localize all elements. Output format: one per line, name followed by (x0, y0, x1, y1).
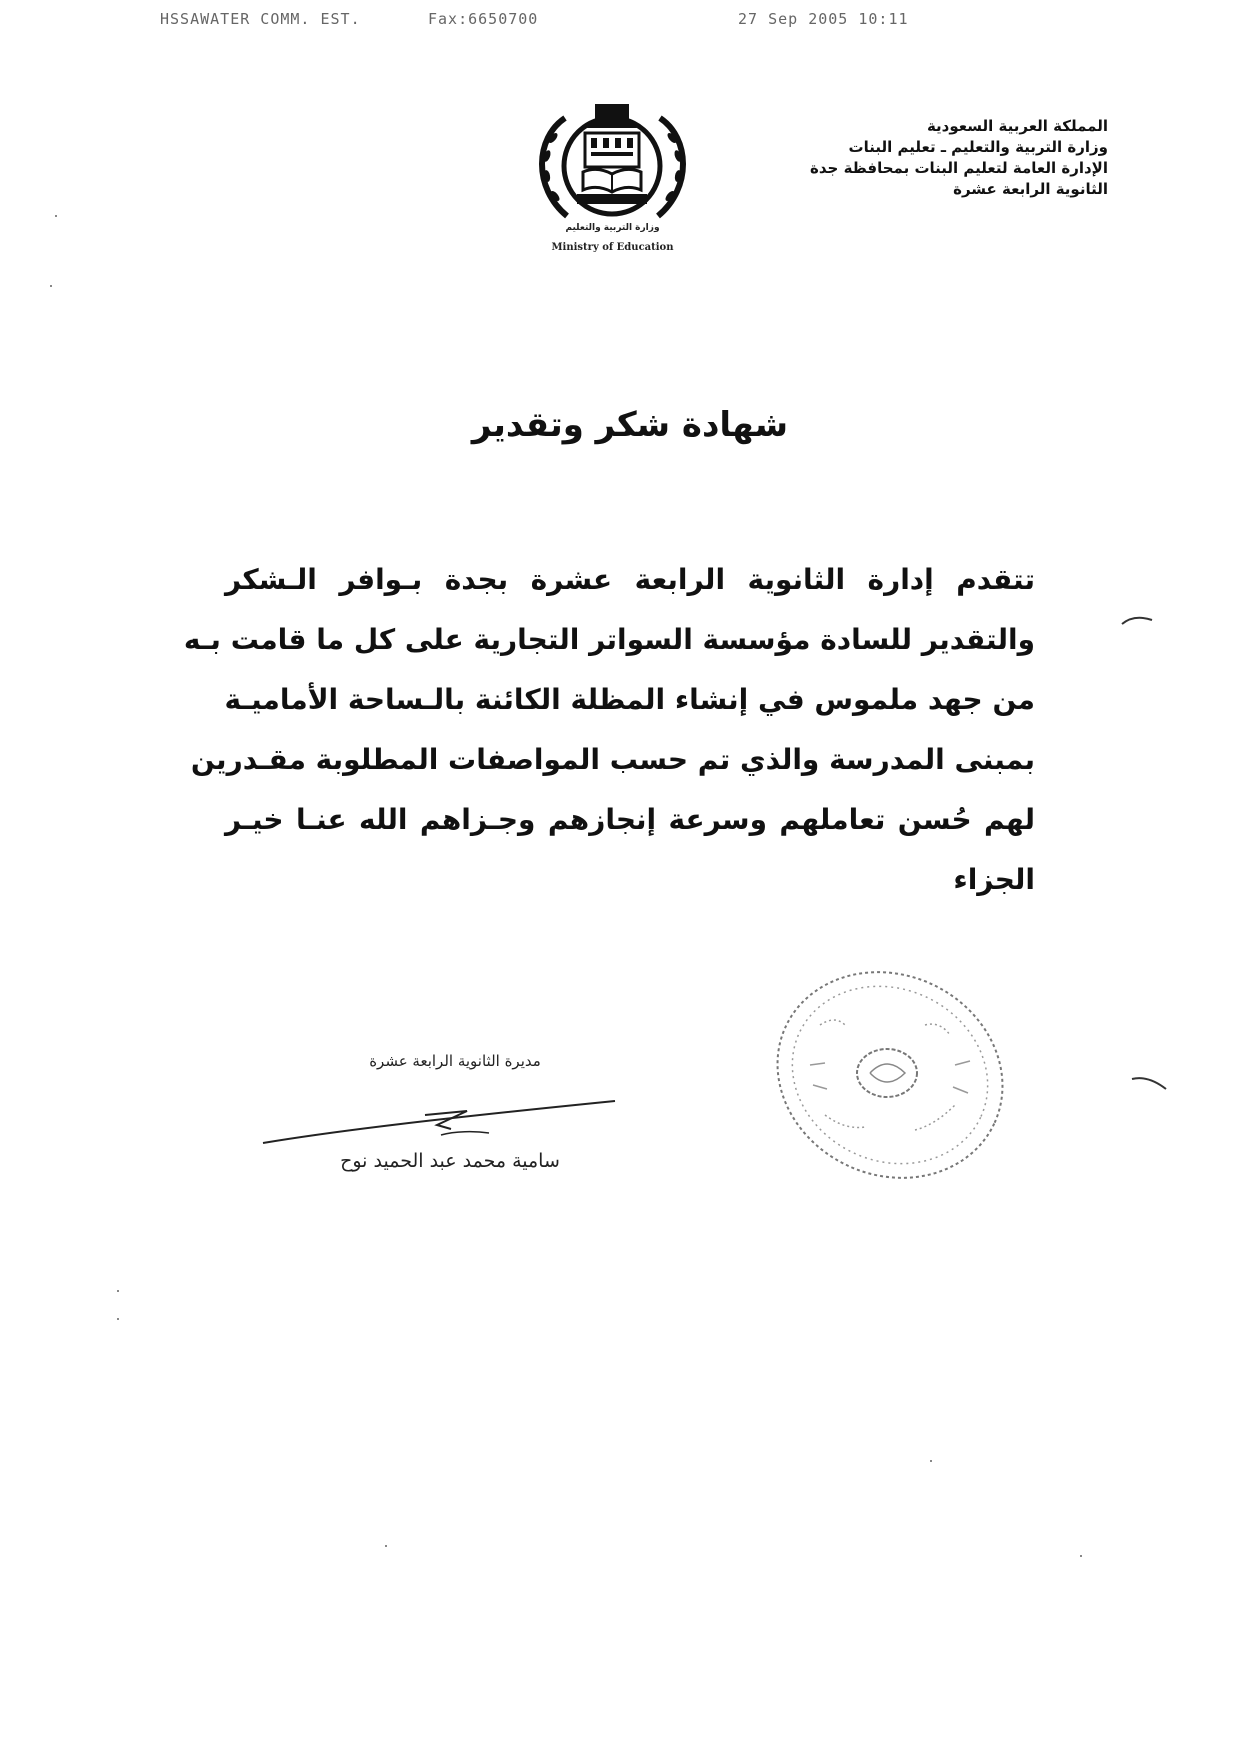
fax-margin-mark (1120, 612, 1160, 632)
fax-number: Fax:6650700 (428, 10, 539, 28)
signatory-title: مديرة الثانوية الرابعة عشرة (369, 1052, 541, 1070)
fax-margin-mark (1130, 1073, 1170, 1095)
body-line: لهم حُسن تعاملهم وسرعة إنجازهم وجـزاهم الله عنـا خيـر (225, 803, 1035, 836)
fax-speck (55, 215, 57, 217)
fax-speck (930, 1460, 932, 1462)
handwritten-signature (255, 1095, 635, 1155)
signature-block (255, 1040, 635, 1200)
ministry-emblem-icon (525, 98, 700, 223)
fax-speck (1080, 1555, 1082, 1557)
fax-sender: HSSAWATER COMM. EST. (160, 10, 361, 28)
certificate-title: شهادة شكر وتقدير (471, 405, 789, 445)
letterhead-line: المملكة العربية السعودية (926, 117, 1108, 135)
fax-speck (385, 1545, 387, 1547)
letterhead-line: الإدارة العامة لتعليم البنات بمحافظة جدة (810, 159, 1108, 177)
logo-english-caption: Ministry of Education (551, 242, 674, 253)
letterhead-line: وزارة التربية والتعليم ـ تعليم البنات (848, 138, 1108, 156)
signatory-name: سامية محمد عبد الحميد نوح (340, 1150, 560, 1172)
body-line: والتقدير للسادة مؤسسة السواتر التجارية على كل ما قامت بـه (183, 623, 1035, 656)
fax-speck (117, 1290, 119, 1292)
body-line: الجزاء (953, 863, 1035, 896)
ministry-logo (525, 98, 700, 268)
fax-header (0, 10, 1241, 32)
body-line: من جهد ملموس في إنشاء المظلة الكائنة بالـساحة الأماميـة (224, 683, 1035, 716)
fax-speck (50, 285, 52, 287)
logo-arabic-caption: وزارة التربية والتعليم (565, 223, 660, 233)
letterhead (778, 116, 1108, 200)
official-stamp (765, 955, 1015, 1195)
body-line: بمبنى المدرسة والذي تم حسب المواصفات المطلوبة مقـدرين (190, 743, 1035, 776)
letterhead-line: الثانوية الرابعة عشرة (953, 180, 1108, 198)
fax-speck (117, 1318, 119, 1320)
fax-date: 27 Sep 2005 10:11 (738, 10, 909, 28)
body-line: تتقدم إدارة الثانوية الرابعة عشرة بجدة بـوافر الـشكر (225, 563, 1035, 596)
certificate-body (183, 550, 1035, 910)
